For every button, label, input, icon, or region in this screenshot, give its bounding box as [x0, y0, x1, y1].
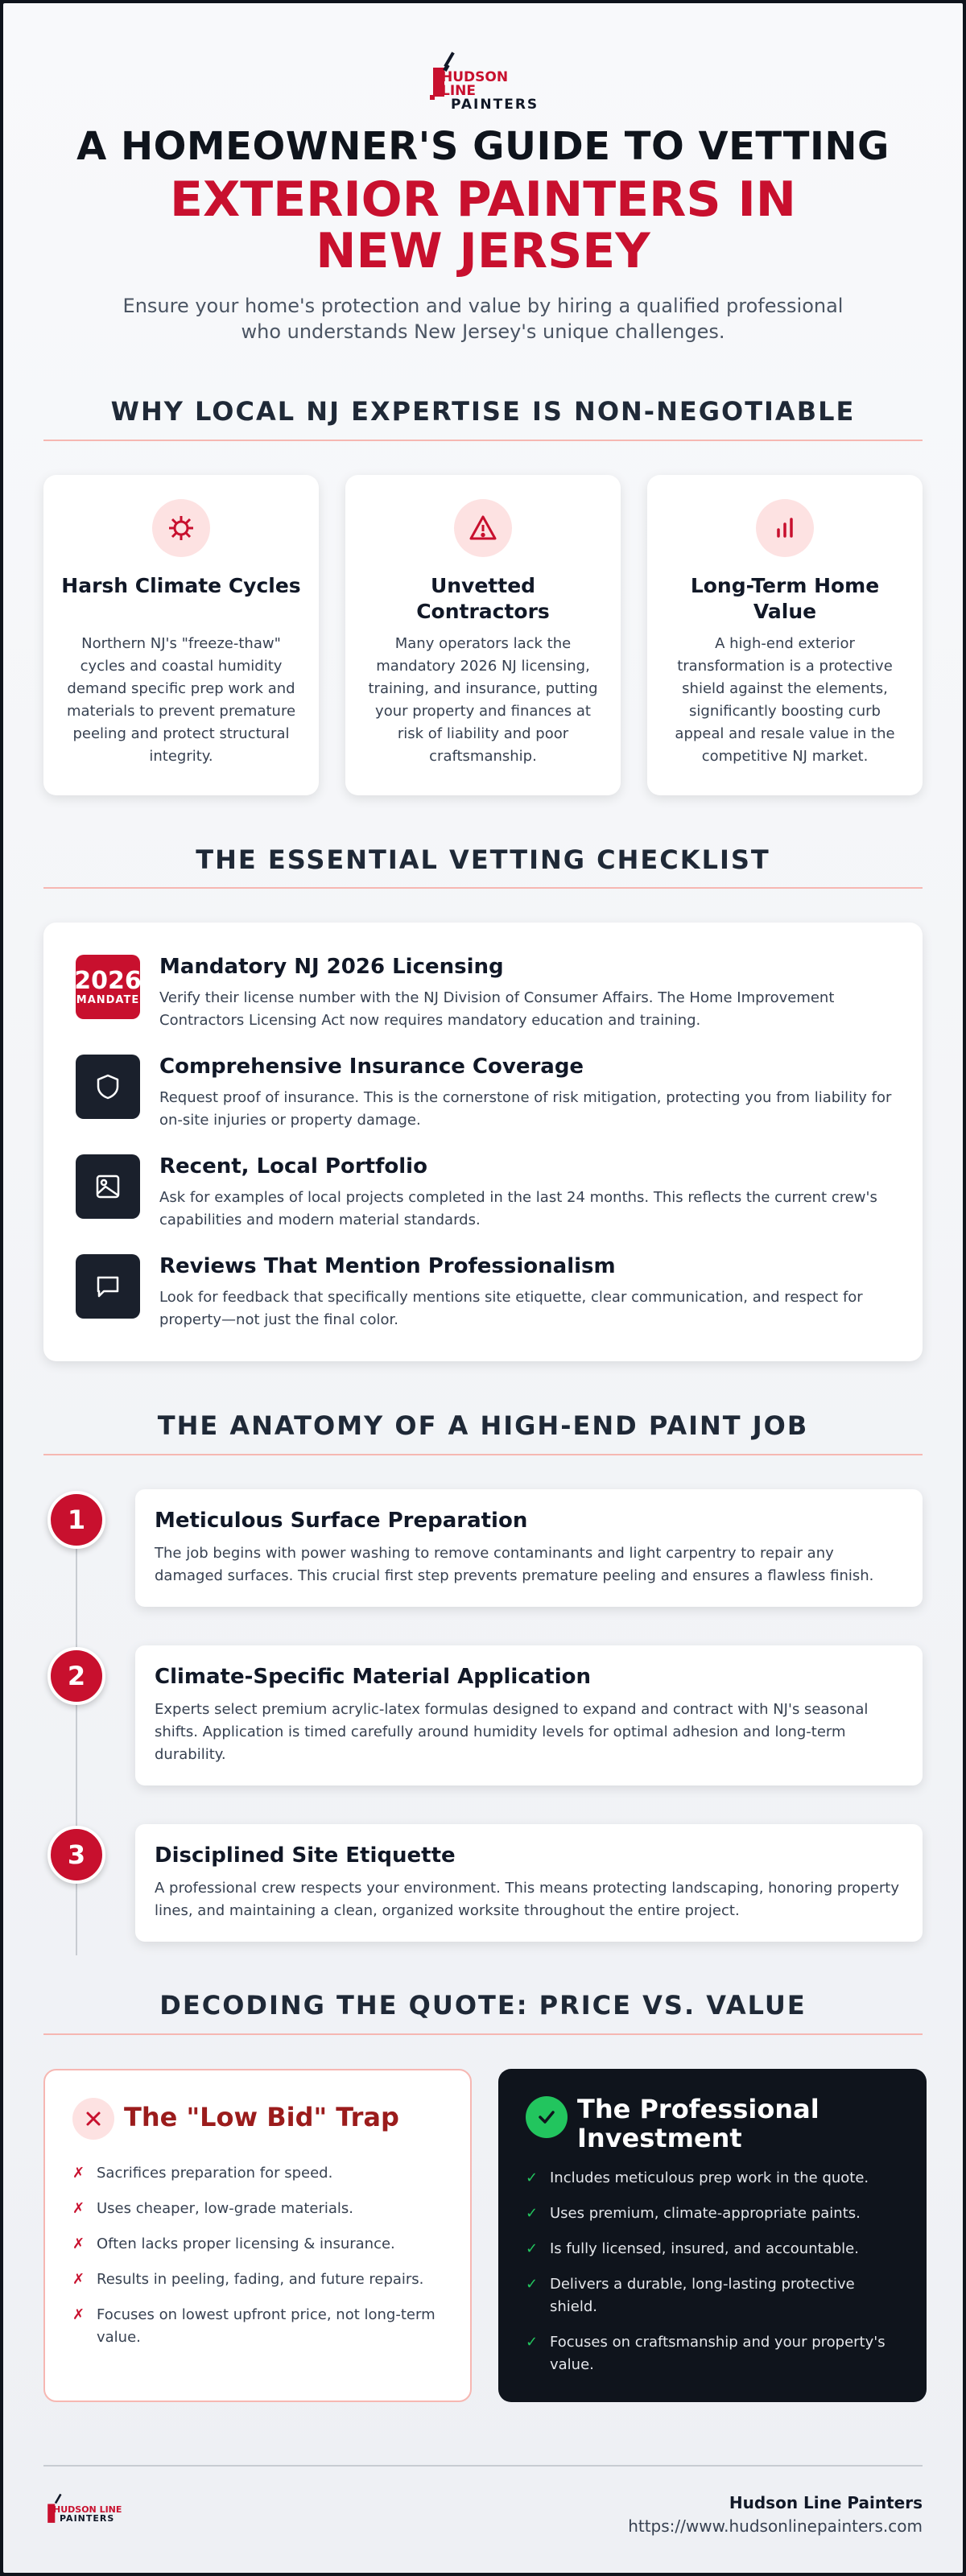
timeline-line	[76, 1517, 77, 1955]
shield-icon	[76, 1055, 140, 1119]
step-number-badge: 3	[47, 1826, 105, 1884]
page-title-line-1: A HOMEOWNER'S GUIDE TO VETTING	[76, 124, 890, 169]
checklist-item-text: Ask for examples of local projects completed in the last 24 months. This reflects the current crew's capabilities and modern material standards.	[159, 1189, 877, 1228]
list-item	[526, 2202, 902, 2225]
section-divider	[43, 440, 923, 441]
check-circle-icon	[526, 2096, 568, 2138]
list-item	[72, 2198, 446, 2220]
badge-label: MANDATE	[76, 993, 140, 1006]
checklist-item-title: Reviews That Mention Professionalism	[159, 1254, 616, 1278]
warning-icon	[454, 499, 512, 557]
checklist-item-title: Comprehensive Insurance Coverage	[159, 1055, 584, 1079]
list-item-text: Includes meticulous prep work in the quote.	[550, 2169, 869, 2186]
check-mark-icon: ✓	[526, 2240, 539, 2257]
checklist-item	[76, 955, 897, 1035]
bar-chart-icon	[756, 499, 814, 557]
list-item-text: Is fully licensed, insured, and accountable.	[550, 2240, 859, 2257]
logo-line-2: PAINTERS	[60, 2513, 115, 2524]
checklist-item-title: Recent, Local Portfolio	[159, 1154, 427, 1179]
list-item-text: Focuses on craftsmanship and your property's value.	[550, 2334, 886, 2373]
checklist-panel	[43, 923, 923, 1361]
list-item	[72, 2162, 446, 2185]
x-mark-icon: ✗	[72, 2235, 85, 2252]
step-text: Experts select premium acrylic-latex formulas designed to expand and contract with NJ's seasonal shifts. Application is timed carefully around humidity levels for optimal adhesion and long-term durability.	[155, 1701, 869, 1763]
list-item-text: Results in peeling, fading, and future repairs.	[97, 2271, 424, 2288]
checklist-item	[76, 1254, 897, 1335]
footer-company-name: Hudson Line Painters	[729, 2493, 923, 2512]
card-text: Northern NJ's "freeze-thaw" cycles and coastal humidity demand specific prep work and materials to prevent premature peeling and protect structural integrity.	[66, 635, 296, 765]
professional-panel	[498, 2069, 927, 2402]
list-item	[72, 2304, 446, 2349]
check-mark-icon: ✓	[526, 2334, 539, 2351]
section-divider	[43, 2033, 923, 2035]
step-number-badge: 1	[47, 1491, 105, 1549]
step-title: Disciplined Site Etiquette	[155, 1843, 456, 1868]
list-item-text: Often lacks proper licensing & insurance.	[97, 2235, 395, 2252]
list-item-text: Uses premium, climate-appropriate paints.	[550, 2205, 861, 2222]
why-card-value	[647, 475, 923, 795]
footer-logo[interactable]	[43, 2492, 124, 2528]
why-card-climate	[43, 475, 319, 795]
list-item	[526, 2238, 902, 2260]
card-title: Harsh Climate Cycles	[61, 574, 301, 597]
card-title: Unvetted Contractors	[416, 574, 550, 623]
checklist-item-title: Mandatory NJ 2026 Licensing	[159, 955, 504, 979]
section-divider	[43, 1454, 923, 1455]
card-text: A high-end exterior transformation is a protective shield against the elements, significantly boosting curb appeal and resale value in the competitive NJ market.	[675, 635, 895, 765]
section-divider	[43, 887, 923, 889]
image-icon	[76, 1154, 140, 1219]
close-icon	[72, 2098, 114, 2140]
step-title: Climate-Specific Material Application	[155, 1665, 591, 1689]
checklist-item-text: Look for feedback that specifically mentions site etiquette, clear communication, and respect for property—not just the final color.	[159, 1289, 863, 1328]
low-bid-panel	[43, 2069, 472, 2402]
section-title-why: WHY LOCAL NJ EXPERTISE IS NON-NEGOTIABLE	[110, 396, 856, 427]
page-subtitle: Ensure your home's protection and value by hiring a qualified professional who understands New Jersey's unique challenges.	[122, 295, 844, 343]
card-text: Many operators lack the mandatory 2026 NJ licensing, training, and insurance, putting your property and finances at risk of liability and poor craftsmanship.	[368, 635, 598, 765]
checklist-item-text: Request proof of insurance. This is the cornerstone of risk mitigation, protecting you from liability for on-site injuries or property damage.	[159, 1089, 892, 1129]
step-card	[135, 1645, 923, 1785]
footer-website-link[interactable]: https://www.hudsonlinepainters.com	[628, 2516, 923, 2536]
list-item-text: Focuses on lowest upfront price, not long-term value.	[97, 2306, 436, 2346]
list-item-text: Uses cheaper, low-grade materials.	[97, 2200, 354, 2217]
step-card	[135, 1824, 923, 1942]
list-item	[526, 2167, 902, 2190]
footer-divider	[43, 2465, 923, 2467]
list-item	[72, 2268, 446, 2291]
step-title: Meticulous Surface Preparation	[155, 1509, 528, 1533]
check-mark-icon: ✓	[526, 2276, 539, 2293]
x-mark-icon: ✗	[72, 2306, 85, 2323]
step-text: The job begins with power washing to remove contaminants and light carpentry to repair any damaged surfaces. This crucial first step prevents premature peeling and ensures a flawless finish.	[155, 1545, 874, 1584]
logo-line-1: HUDSON LINE	[53, 2504, 122, 2515]
badge-year: 2026	[74, 966, 142, 995]
x-mark-icon: ✗	[72, 2165, 85, 2182]
checklist-item-text: Verify their license number with the NJ Division of Consumer Affairs. The Home Improvement Contractors Licensing Act now requires mandatory education and training.	[159, 989, 835, 1029]
list-item-text: Delivers a durable, long-lasting protective shield.	[550, 2276, 855, 2315]
virus-icon	[152, 499, 210, 557]
checklist-item	[76, 1055, 897, 1135]
low-bid-list	[72, 2162, 446, 2362]
professional-list	[526, 2167, 902, 2389]
header-logo[interactable]	[427, 50, 539, 113]
chat-icon	[76, 1254, 140, 1319]
section-title-anatomy: THE ANATOMY OF A HIGH-END PAINT JOB	[157, 1410, 809, 1441]
step-text: A professional crew respects your environment. This means protecting landscaping, honoring property lines, and maintaining a clean, organized worksite throughout the entire project.	[155, 1880, 899, 1919]
step-number-badge: 2	[47, 1647, 105, 1705]
list-item	[526, 2331, 902, 2376]
list-item-text: Sacrifices preparation for speed.	[97, 2165, 333, 2182]
professional-title: The Professional Investment	[577, 2094, 819, 2153]
x-mark-icon: ✗	[72, 2271, 85, 2288]
section-title-quote: DECODING THE QUOTE: PRICE VS. VALUE	[159, 1990, 807, 2021]
step-card	[135, 1489, 923, 1607]
x-mark-icon: ✗	[72, 2200, 85, 2217]
checklist-item	[76, 1154, 897, 1235]
logo-line-1: HUDSON LINE	[441, 69, 509, 99]
section-title-checklist: THE ESSENTIAL VETTING CHECKLIST	[196, 844, 770, 875]
mandate-badge-icon	[76, 955, 140, 1019]
list-item	[72, 2233, 446, 2256]
page-title-line-2: EXTERIOR PAINTERS IN NEW JERSEY	[170, 171, 796, 279]
why-card-contractors	[345, 475, 621, 795]
low-bid-title: The "Low Bid" Trap	[124, 2102, 399, 2132]
check-mark-icon: ✓	[526, 2205, 539, 2222]
logo-line-2: PAINTERS	[451, 97, 539, 113]
card-title: Long-Term Home Value	[690, 574, 880, 623]
infographic-page	[3, 3, 963, 2573]
list-item	[526, 2273, 902, 2318]
check-mark-icon: ✓	[526, 2169, 539, 2186]
